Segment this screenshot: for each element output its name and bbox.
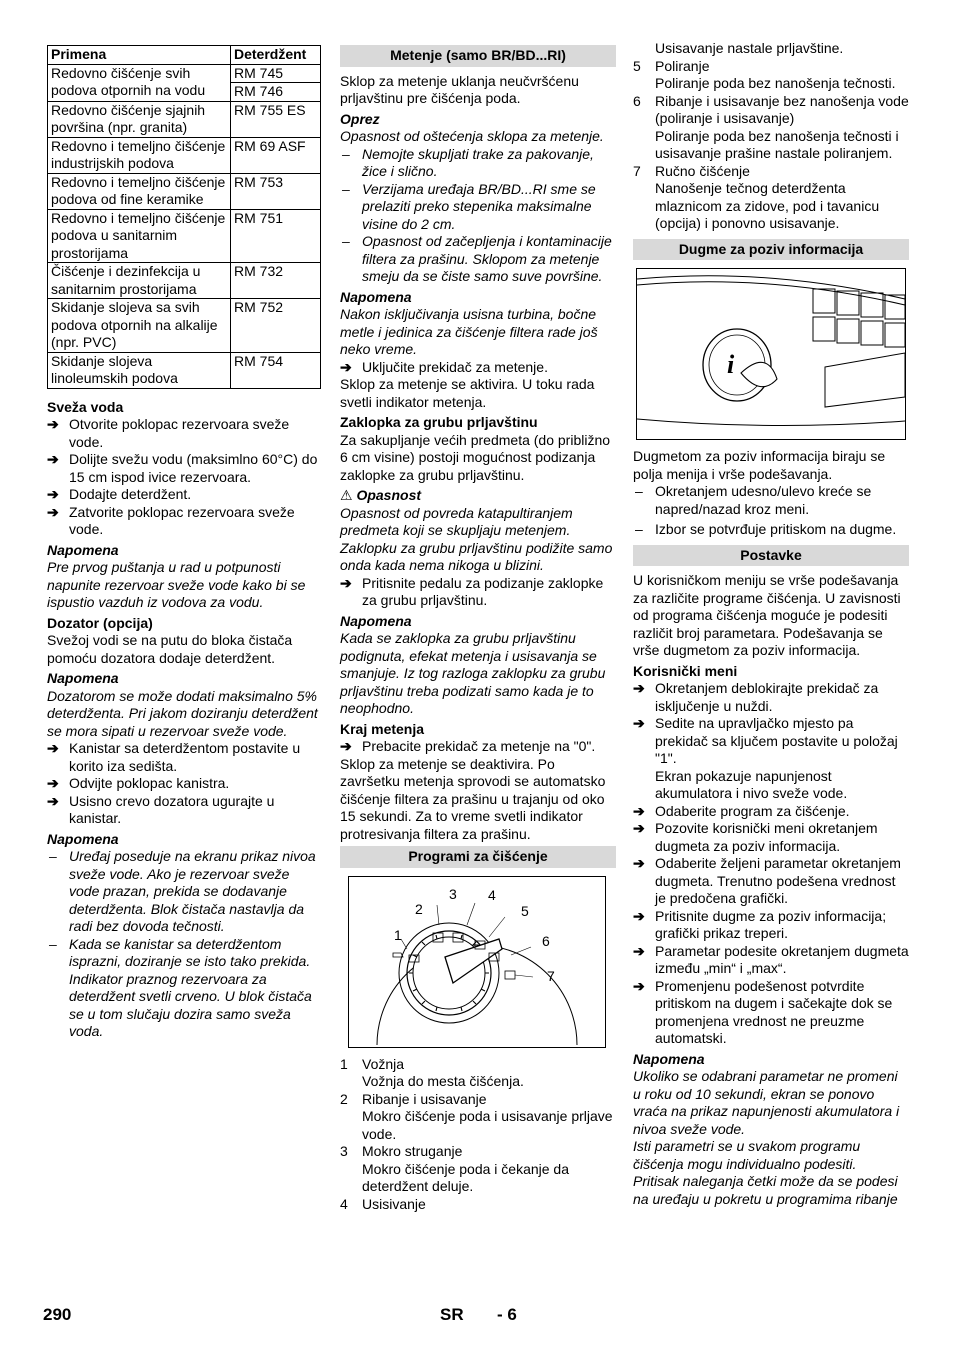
table-cell-detergent: RM 752: [231, 299, 321, 353]
caution-list-item: – Opasnost od začepljenja i kontaminacije filtera za prašinu. Sklopom za metenje smeju da se čiste samo suve površine.: [340, 233, 616, 286]
program-description: Usisavanje nastale prljavštine.: [655, 40, 844, 56]
program-number: 2: [340, 1090, 348, 1107]
note-title: Napomena: [47, 670, 119, 686]
dial-label-1: 1: [394, 926, 402, 943]
step-item: ➔ Kanistar sa deterdžentom postavite u korito iza sedišta.: [47, 740, 321, 775]
program-item: [340, 1056, 616, 1091]
step-item: ➔ Okretanjem deblokirajte prekidač za isključenje u nuždi.: [633, 680, 909, 715]
program-item: [340, 1091, 616, 1144]
table-header-deterdzent: Deterdžent: [231, 46, 321, 65]
caution-text: Opasnost od oštećenja sklopa za metenje.: [340, 128, 604, 144]
paragraph: Sklop za metenje se aktivira. U toku rada svetli indikator metenja.: [340, 376, 595, 410]
dial-label-6: 6: [542, 932, 550, 949]
note-title: Napomena: [340, 612, 412, 629]
table-cell-application: Redovno i temeljno čišćenje industrijskih podova: [48, 137, 231, 173]
section-title-sveza-voda: Sveža voda: [47, 398, 124, 415]
caution-list-item: – Nemojte skupljati trake za pakovanje, žice i slično.: [340, 146, 616, 181]
note-title: Napomena: [47, 541, 119, 558]
table-cell-detergent: RM 732: [231, 263, 321, 299]
note-text: Kada se zaklopka za grubu prljavštinu podignuta, efekat metenja i usisavanja se smanjuje. Iz tog razloga zaklopku za grubu prljavštinu treba podizati samo kada je to neophodno.: [340, 630, 606, 716]
dial-label-7: 7: [547, 967, 555, 984]
caution-title: Oprez: [340, 110, 380, 127]
program-number: 3: [340, 1143, 348, 1159]
step-item: ➔ Pozovite korisnički meni okretanjem dugmeta za poziv informacija.: [633, 820, 909, 855]
step-item: ➔ Dolijte svežu vodu (maksimlno 60°C) do 15 cm ispod ivice rezervoara.: [47, 451, 321, 486]
detergent-table: [47, 45, 321, 389]
paragraph: Dugmetom za poziv informacija biraju se polja menija i vrše podešavanja.: [633, 448, 886, 482]
paragraph: Svežoj vodi se na putu do bloka čistača pomoću dozatora dodaje deterdžent.: [47, 632, 293, 666]
program-item: [340, 1143, 616, 1196]
note-list-item: – Uređaj poseduje na ekranu prikaz nivoa sveže vode. Ako je rezervoar sveže vode prazan, prekida se dodavanje deterdženta. Blok čistača nastavlja da radi bez dovoda tečnosti.: [47, 848, 321, 936]
note-text: Isti parametri se u svakom programu čišćenja mogu individualno podesiti.: [633, 1138, 861, 1172]
step-item: ➔ Odaberite program za čišćenje.: [633, 803, 909, 821]
paragraph: Sklop za metenje uklanja neučvršćenu prljavštinu pre čišćenja poda.: [340, 72, 579, 106]
program-name: Ribanje i usisavanje: [362, 1090, 487, 1107]
table-cell-application: Redovno i temeljno čišćenje podova od fine keramike: [48, 173, 231, 209]
step-item: ➔ Parametar podesite okretanjem dugmeta između „min“ i „max“.: [633, 943, 909, 978]
note-text: Pre prvog puštanja u rad u potpunosti napunite rezervoar sveže vode kako bi se ispustio vazduh iz vodova za vodu.: [47, 559, 306, 610]
program-name: Usisivanje: [362, 1195, 426, 1212]
table-cell-application: Redovno čišćenje svih podova otpornih na vodu: [48, 64, 231, 101]
dial-label-2: 2: [415, 900, 423, 917]
info-icon: i: [727, 350, 735, 379]
list-item: – Okretanjem udesno/ulevo kreće se napred/nazad kroz meni.: [633, 483, 909, 518]
table-cell-detergent: RM 753: [231, 173, 321, 209]
program-name: Ručno čišćenje: [655, 162, 750, 179]
display-key-grid: [813, 289, 905, 407]
section-title-kraj-metenja: Kraj metenja: [340, 720, 425, 737]
step-item: ➔ Uključite prekidač za metenje.: [340, 359, 616, 377]
table-cell-detergent: RM 755 ES: [231, 101, 321, 137]
language-code: SR: [440, 1305, 464, 1324]
note-list-item: – Kada se kanistar sa deterdžentom isprazni, doziranje se isto tako prekida. Indikator praznog rezervoara za deterdžent svetli crveno. U blok čistača se u tom slučaju dozira samo sveža voda.: [47, 936, 321, 1041]
program-name: Vožnja: [362, 1055, 405, 1072]
table-row: [48, 173, 321, 209]
table-row: [48, 137, 321, 173]
section-title-dozator: Dozator (opcija): [47, 614, 153, 631]
table-cell-detergent: RM 746: [231, 83, 321, 102]
section-header-postavke: Postavke: [633, 545, 909, 567]
step-item: ➔ Usisno crevo dozatora ugurajte u kanistar.: [47, 793, 321, 828]
program-number: 1: [340, 1055, 348, 1072]
program-number: 7: [633, 162, 641, 179]
page-number: 290: [43, 1305, 72, 1324]
paragraph: U korisničkom meniju se vrše podešavanja za različite programe čišćenja. U zavisnosti od programa čišćenja moguće je podesiti različit broj parametara. Podešavanja se vrše dugmetom za poziv informacija.: [633, 572, 901, 658]
program-number: 6: [633, 92, 641, 109]
program-description: Mokro čišćenje poda i usisavanje prljave vode.: [362, 1108, 613, 1142]
dial-label-3: 3: [449, 885, 457, 902]
table-cell-application: Skidanje slojeva sa svih podova otpornih na alkalije (npr. PVC): [48, 299, 231, 353]
program-item: [633, 163, 909, 233]
step-item: ➔ Odaberite željeni parametar okretanjem dugmeta. Trenutno podešena vrednost je predočena grafički.: [633, 855, 909, 908]
table-row: [48, 101, 321, 137]
program-description: Poliranje poda bez nanošenja tečnosti.: [655, 75, 896, 91]
section-header-programi: Programi za čišćenje: [340, 846, 616, 868]
step-item: ➔ Zatvorite poklopac rezervoara sveže vode.: [47, 504, 321, 539]
program-description: Poliranje poda bez nanošenja tečnosti i usisavanje prašine nastale poliranjem.: [655, 127, 899, 161]
step-item: ➔ Dodajte deterdžent.: [47, 486, 321, 504]
step-item: ➔ Pritisnite pedalu za podizanje zaklopke za grubu prljavštinu.: [340, 575, 616, 610]
table-cell-detergent: RM 745: [231, 64, 321, 83]
table-row: [48, 352, 321, 388]
table-row: [48, 209, 321, 263]
table-cell-application: Redovno čišćenje sjajnih površina (npr. granita): [48, 101, 231, 137]
note-title: Napomena: [633, 1050, 705, 1067]
warning-triangle-icon: ⚠: [340, 487, 353, 503]
step-result: Ekran pokazuje napunjenost akumulatora i nivo sveže vode.: [655, 767, 848, 801]
note-text: Nakon isključivanja usisna turbina, bočne metle i jedinica za čišćenje filtera rade još neko vreme.: [340, 306, 598, 357]
column-2: [340, 45, 616, 1213]
step-item: ➔ Otvorite poklopac rezervoara sveže vode.: [47, 416, 321, 451]
danger-text: Opasnost od povreda katapultiranjem predmeta koji se skupljaju metenjem. Zaklopku za grubu prljavštinu podižite samo onda kada nema nikoga u blizini.: [340, 504, 613, 573]
paragraph: Za sakupljanje većih predmeta (do približno 6 cm visine) postoji mogućnost podizanja zaklopke za grubu prljavštinu.: [340, 431, 611, 483]
program-item: [340, 1196, 616, 1214]
table-row: [48, 64, 321, 83]
program-description: Mokro čišćenje poda i čekanje da deterdžent deluje.: [362, 1160, 570, 1194]
step-item: ➔ Odvijte poklopac kanistra.: [47, 775, 321, 793]
program-dial-figure: [348, 876, 606, 1048]
column-3: [633, 40, 909, 1208]
program-number: 4: [340, 1195, 348, 1212]
table-header-row: [48, 46, 321, 65]
dial-label-4: 4: [488, 886, 496, 903]
note-title: Napomena: [47, 830, 119, 847]
program-name: Ribanje i usisavanje bez nanošenja vode (poliranje i usisavanje): [655, 92, 909, 126]
danger-label: Opasnost: [356, 487, 422, 503]
note-title: Napomena: [340, 288, 412, 305]
program-number: 5: [633, 57, 641, 74]
step-item: ➔ Promenjenu podešenost potvrdite pritiskom na dugem i sačekajte dok se promenjena vrednost ne preuzme automatski.: [633, 978, 909, 1048]
section-header-info-button: Dugme za poziv informacija: [633, 239, 909, 261]
table-row: [48, 263, 321, 299]
program-description: Vožnja do mesta čišćenja.: [362, 1073, 524, 1089]
program-dial-drawing: [349, 877, 605, 1047]
column-1: [47, 45, 321, 1041]
table-cell-application: Redovno i temeljno čišćenje podova u sanitarnim prostorijama: [48, 209, 231, 263]
note-text: Ukoliko se odabrani parametar ne promeni u roku od 10 sekundi, ekran se ponovo vraća na prikaz napunjenosti akumulatora i nivoa sveže vode.: [633, 1068, 900, 1137]
danger-title: [340, 487, 616, 505]
step-item: ➔ Sedite na upravljačko mjesto pa prekidač sa ključem postavite u položaj "1".: [633, 715, 909, 768]
list-item: – Izbor se potvrđuje pritiskom na dugme.: [633, 521, 909, 539]
dial-label-5: 5: [521, 902, 529, 919]
program-name: Mokro struganje: [362, 1143, 463, 1159]
table-header-primena: Primena: [48, 46, 231, 65]
table-cell-detergent: RM 754: [231, 352, 321, 388]
section-title-zaklopka: Zaklopka za grubu prljavštinu: [340, 414, 538, 430]
program-description: Nanošenje tečnog deterdženta mlaznicom za zidove, pod i tavanicu (opcija) i ponovno usisavanje.: [655, 180, 880, 231]
step-item: ➔ Prebacite prekidač za metenje na "0".: [340, 738, 616, 756]
table-cell-application: Skidanje slojeva linoleumskih podova: [48, 352, 231, 388]
note-text: Pritisak naleganja četki može da se podesi na uređaju u pokretu u programima ribanje: [633, 1173, 898, 1207]
program-item: [633, 58, 909, 93]
note-text: Dozatorom se može dodati maksimalno 5% deterdženta. Pri jakom doziranju deterdžent se mora sipati u rezervoar sveže vode.: [47, 687, 318, 739]
program-name: Poliranje: [655, 57, 710, 74]
table-cell-application: Čišćenje i dezinfekcija u sanitarnim prostorijama: [48, 263, 231, 299]
table-cell-detergent: RM 69 ASF: [231, 137, 321, 173]
table-row: [48, 299, 321, 353]
caution-list-item: – Verzijama uređaja BR/BD...RI sme se prelaziti preko stepenika maksimalne visine do 2 cm.: [340, 181, 616, 234]
section-title-korisnicki-meni: Korisnički meni: [633, 662, 738, 679]
info-button-drawing: [637, 269, 905, 439]
info-button-figure: [636, 268, 906, 440]
step-item: ➔ Pritisnite dugme za poziv informacija; grafički prikaz treperi.: [633, 908, 909, 943]
program-item: [633, 93, 909, 163]
paragraph: Sklop za metenje se deaktivira. Po završetku metenja sprovodi se automatsko čišćenje filtera za prašinu u trajanju od oko 15 sekundi. Za to vreme svetli indikator protresivanja filtera za prašinu.: [340, 755, 606, 842]
section-number: - 6: [497, 1305, 517, 1324]
section-header-metenje: Metenje (samo BR/BD...RI): [340, 45, 616, 67]
table-cell-detergent: RM 751: [231, 209, 321, 263]
